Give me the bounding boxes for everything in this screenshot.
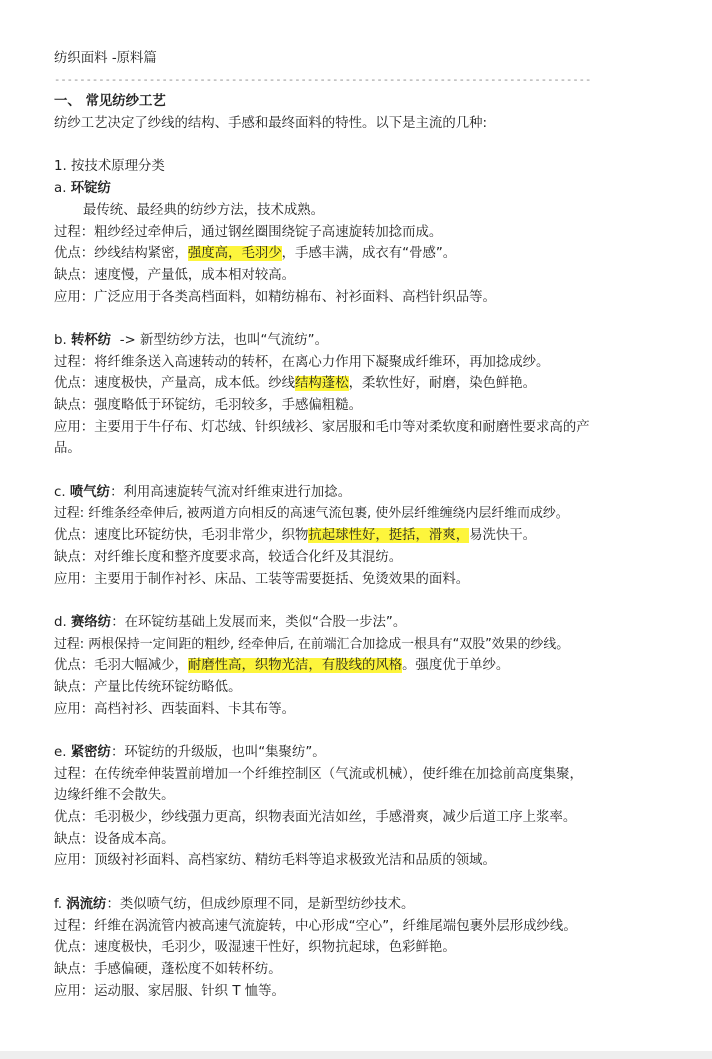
doc-title: 纺织面料 -原料篇 xyxy=(54,51,157,66)
item-name: 喷气纺 xyxy=(69,484,111,500)
heading-spinning-processes: 一、 常见纺纱工艺 xyxy=(54,94,166,110)
item-e-heading xyxy=(54,742,654,764)
item-d-heading xyxy=(54,612,654,634)
item-prefix: e. xyxy=(54,745,71,760)
item-a-heading xyxy=(54,178,654,200)
separator-line: ------------------------------------------------------------------------------------- xyxy=(54,73,592,86)
item-e-process-cont: 边缘纤维不会散失。 xyxy=(54,788,175,804)
item-c-use: 应用：主要用于制作衬衫、床品、工装等需要挺括、免烫效果的面料。 xyxy=(54,571,470,587)
item-b-process: 过程：将纤维条送入高速转动的转杯，在离心力作用下凝聚成纤维环，再加捻成纱。 xyxy=(54,354,550,370)
item-a-desc: 最传统、最经典的纺纱方法，技术成熟。 xyxy=(83,202,325,218)
item-prefix: a. xyxy=(54,181,71,197)
text-run: ，手感丰满，成衣有“骨感”。 xyxy=(281,246,457,262)
text-run: ：利用高速旋转气流对纤维束进行加捻。 xyxy=(110,484,352,500)
item-prefix: f. xyxy=(54,896,67,912)
text-run: -> 新型纺纱方法，也叫“气流纺”。 xyxy=(111,332,328,348)
page-bottom-bar xyxy=(0,1051,712,1059)
item-a-process: 过程：粗纱经过牵伸后，通过钢丝圈围绕锭子高速旋转加捻而成。 xyxy=(54,224,443,240)
item-f-use: 应用：运动服、家居服、针织 T 恤等。 xyxy=(54,983,285,999)
item-a-cons: 缺点：速度慢，产量低，成本相对较高。 xyxy=(54,267,296,283)
text-run: ：环锭纺的升级版，也叫“集聚纺”。 xyxy=(110,745,326,760)
item-a-pros xyxy=(54,243,654,265)
item-b-use-cont: 品。 xyxy=(54,441,81,457)
item-name: 赛络纺 xyxy=(71,614,112,630)
item-d-pros xyxy=(54,655,654,677)
highlighted-text: 耐磨性高，织物光洁，有股线的风格 xyxy=(187,658,403,674)
item-c-process: 过程: 纤维条经牵伸后, 被两道方向相反的高速气流包裹, 使外层纤维缠绕内层纤维而成纱。 xyxy=(54,506,569,522)
text-run: 优点：速度极快，产量高，成本低。纱线 xyxy=(54,376,296,392)
item-c-cons: 缺点：对纤维长度和整齐度要求高，较适合化纤及其混纺。 xyxy=(54,549,403,565)
item-b-heading xyxy=(54,330,654,352)
item-f-pros: 优点：速度极快，毛羽少，吸湿速干性好，织物抗起球，色彩鲜艳。 xyxy=(54,940,456,956)
item-prefix: b. xyxy=(54,332,72,348)
item-e-pros: 优点：毛羽极少，纱线强力更高，织物表面光洁如丝，手感滑爽，减少后道工序上浆率。 xyxy=(54,810,577,826)
item-prefix: d. xyxy=(54,614,72,630)
item-name: 紧密纺 xyxy=(70,745,111,760)
text-run: 优点：速度比环锭纺快，毛羽非常少，织物 xyxy=(54,528,309,544)
text-run: ，柔软性好，耐磨，染色鲜艳。 xyxy=(348,376,537,392)
item-name: 涡流纺 xyxy=(66,896,107,912)
text-run: 。强度优于单纱。 xyxy=(402,658,510,674)
item-f-process: 过程：纤维在涡流管内被高速气流旋转，中心形成“空心”，纤维尾端包裹外层形成纱线。 xyxy=(54,918,577,934)
text-run: 易洗快干。 xyxy=(469,528,537,544)
item-c-heading xyxy=(54,482,654,504)
highlighted-text: 强度高，毛羽少 xyxy=(187,246,282,262)
section-1-heading: 1. 按技术原理分类 xyxy=(54,159,165,175)
item-f-cons: 缺点：手感偏硬，蓬松度不如转杯纺。 xyxy=(54,961,282,977)
item-e-use: 应用：顶级衬衫面料、高档家纺、精纺毛料等追求极致光洁和品质的领域。 xyxy=(54,853,496,869)
text-run: 优点：纱线结构紧密， xyxy=(54,246,188,262)
highlighted-text: 结构蓬松 xyxy=(295,376,349,392)
text-run: ：在环锭纺基础上发展而来，类似“合股一步法”。 xyxy=(111,614,407,630)
item-d-process: 过程: 两根保持一定间距的粗纱, 经牵伸后, 在前端汇合加捻成一根具有“双股”效果的纱线。 xyxy=(54,636,570,652)
document-body xyxy=(54,48,654,1002)
item-d-cons: 缺点：产量比传统环锭纺略低。 xyxy=(54,679,242,695)
item-a-use: 应用：广泛应用于各类高档面料，如精纺棉布、衬衫面料、高档针织品等。 xyxy=(54,289,496,305)
highlighted-text: 抗起球性好，挺括，滑爽， xyxy=(308,528,470,544)
item-name: 转杯纺 xyxy=(71,332,112,348)
item-f-heading xyxy=(54,894,654,916)
item-b-use: 应用：主要用于牛仔布、灯芯绒、针织绒衫、家居服和毛巾等对柔软度和耐磨性要求高的产 xyxy=(54,419,590,435)
text-run: 优点：毛羽大幅减少， xyxy=(54,658,188,674)
item-b-pros xyxy=(54,373,654,395)
item-prefix: c. xyxy=(54,484,70,500)
item-name: 环锭纺 xyxy=(70,181,111,197)
text-run: ：类似喷气纺，但成纱原理不同，是新型纺纱技术。 xyxy=(106,896,415,912)
item-b-cons: 缺点：强度略低于环锭纺，毛羽较多，手感偏粗糙。 xyxy=(54,398,362,413)
intro-paragraph: 纺纱工艺决定了纱线的结构、手感和最终面料的特性。以下是主流的几种: xyxy=(54,116,488,132)
item-e-cons: 缺点：设备成本高。 xyxy=(54,831,175,847)
item-e-process: 过程：在传统牵伸装置前增加一个纤维控制区（气流或机械），使纤维在加捻前高度集聚， xyxy=(54,766,583,782)
item-c-pros xyxy=(54,525,654,547)
item-d-use: 应用：高档衬衫、西装面料、卡其布等。 xyxy=(54,701,296,717)
